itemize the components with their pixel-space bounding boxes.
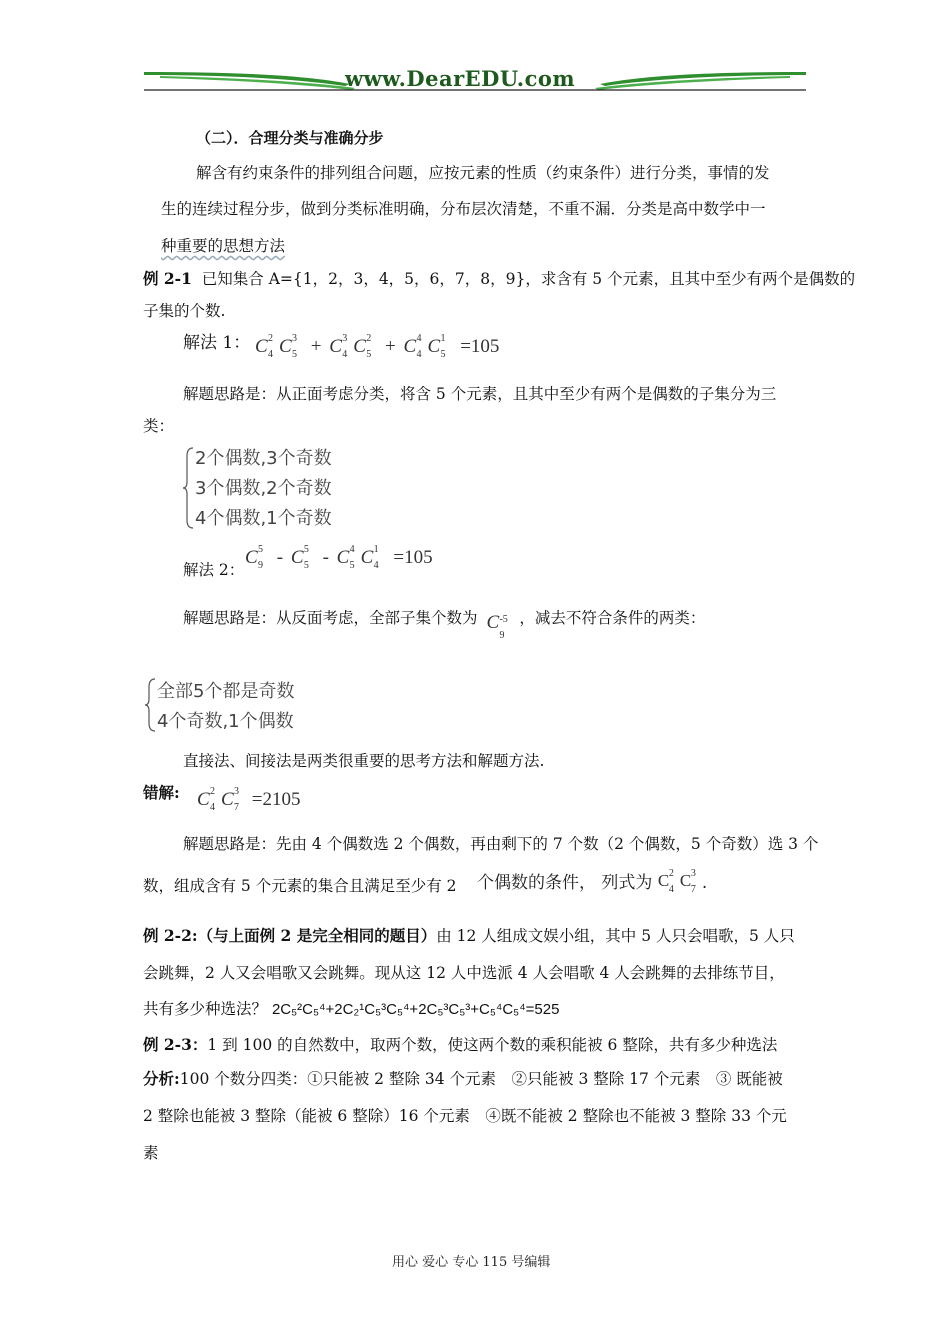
- intro-line-3: 种重要的思想方法: [161, 237, 286, 255]
- idea-2-text: 解题思路是：从反面考虑，全部子集个数为: [183, 609, 478, 627]
- idea-3-line-1: 解题思路是：先由 4 个偶数选 2 个偶数，再由剩下的 7 个数（2 个偶数，5 个奇数）选 3 个: [183, 835, 819, 853]
- idea-3-handwritten: 个偶数的条件， 列式为 C 2 4 C 3 7 .: [477, 868, 708, 895]
- example-2-3-line-2: [143, 1069, 783, 1089]
- example-2-2-text-1: 由 12 人组成文娱小组，其中 5 人只会唱歌，5 人只: [436, 927, 795, 945]
- method-2-formula: C 5 9 - C 5 5 - C 4 5 C 1 4 =105: [245, 544, 433, 571]
- intro-line-2: [161, 199, 766, 219]
- example-2-2-line-3: [143, 999, 559, 1020]
- example-2-2-label: 例 2-2:（与上面例 2 是完全相同的题目）: [143, 926, 437, 945]
- idea-2-line: [183, 607, 706, 641]
- case-1-2: 3个偶数,2个奇数: [195, 478, 332, 499]
- method-2-label: 解法 2：: [183, 561, 245, 579]
- example-2-3-text-1: 1 到 100 的自然数中，取两个数，使这两个数的乘积能被 6 整除，共有多少种选法: [207, 1036, 778, 1054]
- conclusion: 直接法、间接法是两类很重要的思考方法和解题方法.: [183, 752, 545, 770]
- case-1-1: 2个偶数,3个奇数: [195, 448, 332, 469]
- case-2-2: 4个奇数,1个偶数: [157, 711, 294, 732]
- example-2-3-line-3: 2 整除也能被 3 整除（能被 6 整除）16 个元素 ④既不能被 2 整除也不能被 3 整除 33 个元: [143, 1107, 787, 1125]
- idea-3-line-2: [143, 876, 457, 896]
- example-2-3-text-2: 100 个数分四类：①只能被 2 整除 34 个元素 ②只能被 3 整除 17 个元素 ③ 既能被: [179, 1070, 783, 1088]
- example-2-1-text-1: 已知集合 A={1，2，3，4，5，6，7，8，9}，求含有 5 个元素，且其中至少有两个是偶数的: [201, 270, 856, 288]
- idea-1-line-2: 类：: [143, 417, 175, 435]
- example-2-2-formula: 2C₅²C₅⁴+2C₂¹C₅³C₅⁴+2C₅³C₅³+C₅⁴C₅⁴=525: [271, 1001, 560, 1018]
- example-2-2-text-3: 共有多少种选法？: [143, 1000, 268, 1018]
- idea-2-tail: ，减去不符合条件的两类：: [519, 609, 706, 627]
- analysis-label: 分析:: [143, 1069, 180, 1088]
- idea-2-c95: C -5 9: [486, 612, 508, 641]
- wrong-label: 错解:: [143, 783, 180, 802]
- cases-2-brace: [145, 677, 157, 733]
- idea-1-line-1: 解题思路是：从正面考虑分类，将含 5 个元素，且其中至少有两个是偶数的子集分为三: [183, 385, 777, 403]
- example-2-1-label: 例 2-1: [143, 269, 192, 288]
- method-1-result: =105: [460, 336, 500, 358]
- cases-1-brace: [183, 446, 195, 530]
- example-2-2-line-1: [143, 926, 795, 946]
- idea-3-formula: C 2 4: [657, 868, 674, 895]
- page-footer: 用心 爱心 专心 115 号编辑: [392, 1255, 551, 1270]
- intro-line-1: 解含有约束条件的排列组合问题，应按元素的性质（约束条件）进行分类，事情的发: [196, 164, 770, 182]
- example-2-3-label: 例 2-3：: [143, 1035, 208, 1054]
- case-1-3: 4个偶数,1个奇数: [195, 508, 332, 529]
- example-2-1-line-1: [143, 269, 855, 289]
- intro-line-2-text: 生的连续过程分步，做到分类标准明确，分布层次清楚，不重不漏．分类是高中数学中一: [161, 200, 766, 218]
- site-logo-text: www.DearEDU.com: [345, 66, 576, 91]
- method-2-result: =105: [393, 547, 433, 569]
- example-2-3-line-1: [143, 1035, 777, 1055]
- example-2-3-line-4: 素: [143, 1144, 159, 1162]
- method-1-formula: C 2 4 C 3 5 + C 3 4 C 2 5 + C 4 4 C 1 5 =105: [255, 333, 500, 360]
- wrong-formula: C 2 4 C 3 7 =2105: [197, 786, 301, 813]
- example-2-1-line-2: 子集的个数.: [143, 302, 226, 320]
- idea-3-text: 数，组成含有 5 个元素的集合且满足至少有 2: [143, 877, 457, 895]
- method-1-label: 解法 1：: [183, 333, 251, 353]
- example-2-2-line-2: 会跳舞，2 人又会唱歌又会跳舞。现从这 12 人中选派 4 人会唱歌 4 人会跳舞的去排练节目，: [143, 964, 785, 982]
- idea-3-handwritten-text: 个偶数的条件， 列式为: [477, 873, 653, 893]
- wrong-result: =2105: [251, 789, 301, 811]
- case-2-1: 全部5个都是奇数: [157, 681, 295, 702]
- section-heading: （二）．合理分类与准确分步: [196, 129, 384, 147]
